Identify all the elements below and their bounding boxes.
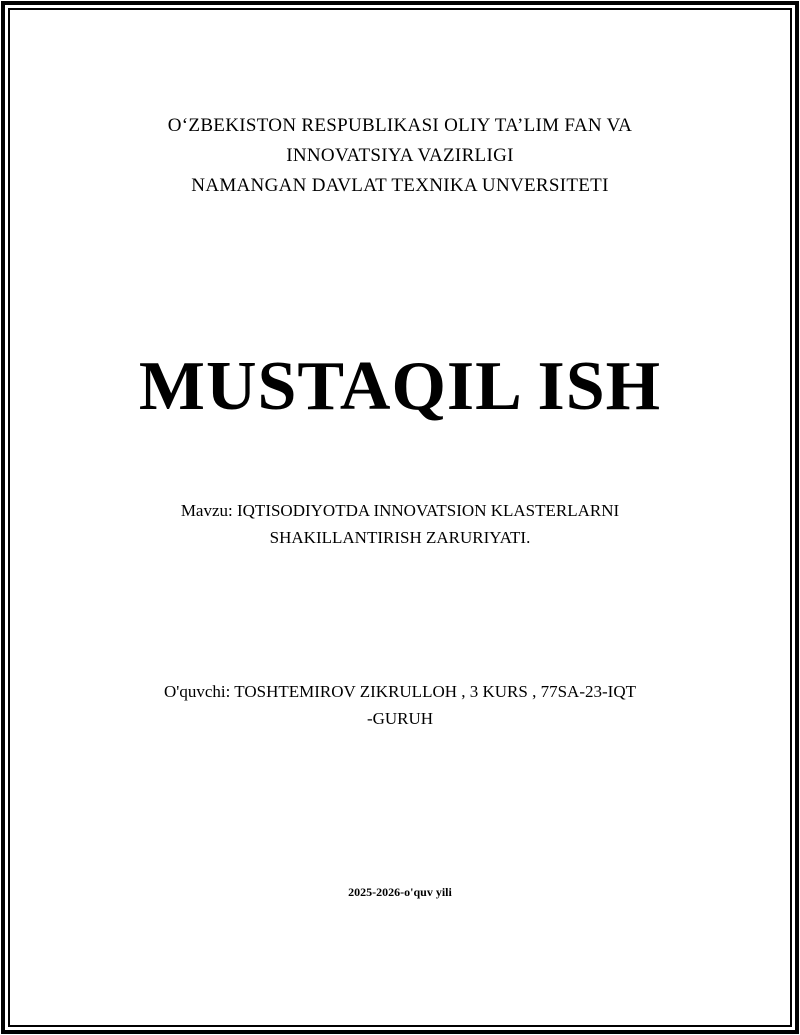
university-name-line: NAMANGAN DAVLAT TEXNIKA UNVERSITETI: [191, 175, 609, 196]
ministry-header-line-1: O‘ZBEKISTON RESPUBLIKASI OLIY TA’LIM FAN VA: [167, 115, 633, 136]
topic-line-2: SHAKILLANTIRISH ZARURIYATI.: [269, 528, 531, 547]
document-title: MUSTAQIL ISH: [138, 348, 662, 425]
topic-line-1: Mavzu: IQTISODIYOTDA INNOVATSION KLASTERLARNI: [180, 501, 620, 520]
page-border-inner: [8, 8, 792, 1027]
topic-block: [10, 497, 790, 551]
academic-year: 2025-2026-o'quv yili: [348, 885, 452, 899]
student-line-2: -GURUH: [366, 709, 434, 728]
ministry-header-line-2: INNOVATSIYA VAZIRLIGI: [286, 145, 514, 166]
page-border-outer: [1, 1, 799, 1034]
ministry-header: [10, 111, 790, 201]
student-line-1: O'quvchi: TOSHTEMIROV ZIKRULLOH , 3 KURS , 77SA-23-IQT: [164, 682, 636, 701]
student-block: [10, 678, 790, 732]
